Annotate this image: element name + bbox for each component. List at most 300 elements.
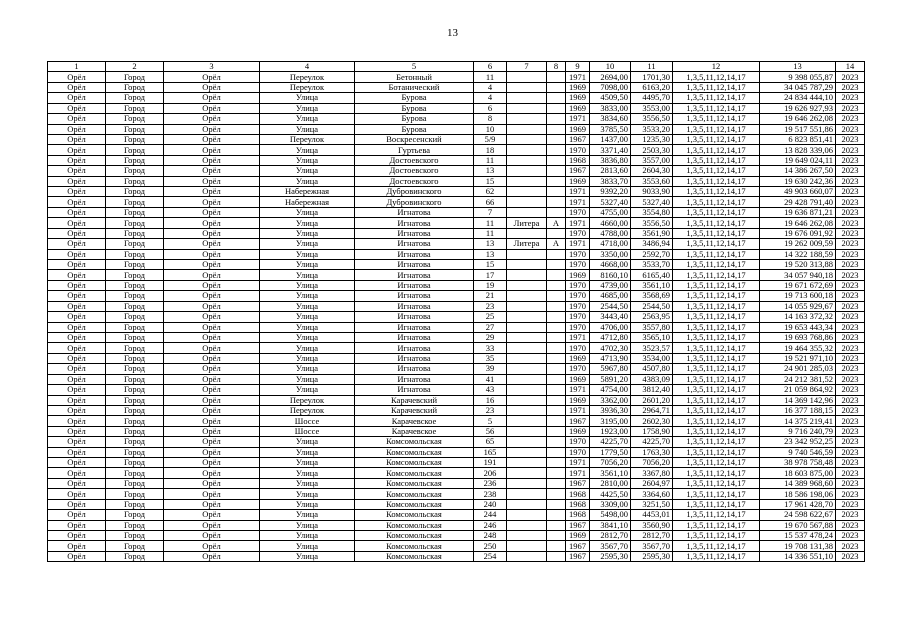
table-cell: 7098,00 — [590, 82, 631, 92]
table-cell: 1970 — [566, 312, 590, 322]
table-row — [48, 249, 865, 259]
table-row — [48, 260, 865, 270]
table-cell — [547, 541, 566, 551]
table-cell: Улица — [260, 124, 355, 134]
table-cell: Ботанический — [355, 82, 474, 92]
table-cell: 4 — [474, 82, 507, 92]
table-cell: Игнатова — [355, 312, 474, 322]
table-cell: Город — [106, 93, 164, 103]
table-cell — [507, 103, 547, 113]
table-cell: 6 — [474, 103, 507, 113]
table-cell: 1,3,5,11,12,14,17 — [673, 312, 760, 322]
table-cell: 3553,60 — [631, 176, 673, 186]
table-cell: 3561,10 — [590, 468, 631, 478]
table-cell: Город — [106, 82, 164, 92]
table-cell: 191 — [474, 458, 507, 468]
table-cell: 19 — [474, 280, 507, 290]
table-cell: 2023 — [836, 499, 865, 509]
table-cell — [507, 301, 547, 311]
table-cell: 2595,30 — [631, 551, 673, 561]
table-row — [48, 541, 865, 551]
table-cell: Орёл — [164, 510, 260, 520]
table-cell — [507, 416, 547, 426]
table-cell — [547, 145, 566, 155]
table-cell: Орёл — [48, 332, 106, 342]
table-cell: Бурова — [355, 93, 474, 103]
table-cell: 4453,01 — [631, 510, 673, 520]
table-cell: 3556,50 — [631, 114, 673, 124]
table-cell — [507, 280, 547, 290]
table-cell: Улица — [260, 322, 355, 332]
table-cell: 1969 — [566, 374, 590, 384]
table-cell: Достоевского — [355, 155, 474, 165]
table-cell: 1967 — [566, 551, 590, 561]
table-cell: Литера — [507, 218, 547, 228]
table-cell: 1,3,5,11,12,14,17 — [673, 291, 760, 301]
table-cell: 18 — [474, 145, 507, 155]
table-cell: Орёл — [164, 280, 260, 290]
table-cell: 1,3,5,11,12,14,17 — [673, 72, 760, 82]
table-cell: 1763,30 — [631, 447, 673, 457]
table-cell: 1,3,5,11,12,14,17 — [673, 155, 760, 165]
table-cell: Орёл — [164, 228, 260, 238]
table-cell: 19 464 355,32 — [760, 343, 836, 353]
table-cell: Орёл — [48, 426, 106, 436]
table-cell: 14 336 551,10 — [760, 551, 836, 561]
table-cell: 206 — [474, 468, 507, 478]
table-cell: Орёл — [48, 155, 106, 165]
table-cell — [547, 343, 566, 353]
table-cell: 2023 — [836, 280, 865, 290]
table-cell: 3554,80 — [631, 207, 673, 217]
table-cell: 19 646 262,08 — [760, 218, 836, 228]
table-cell — [507, 530, 547, 540]
table-cell: Улица — [260, 332, 355, 342]
table-cell: 1969 — [566, 103, 590, 113]
table-row — [48, 374, 865, 384]
table-cell: 4668,00 — [590, 260, 631, 270]
table-cell: 1971 — [566, 458, 590, 468]
table-cell: Город — [106, 145, 164, 155]
table-cell: Достоевского — [355, 166, 474, 176]
table-cell: Литера — [507, 239, 547, 249]
table-cell: Орёл — [164, 405, 260, 415]
table-cell: 3561,10 — [631, 280, 673, 290]
table-cell: Орёл — [48, 374, 106, 384]
table-cell: Гуртьева — [355, 145, 474, 155]
table-cell: 1970 — [566, 437, 590, 447]
table-cell: Улица — [260, 176, 355, 186]
table-cell: Игнатова — [355, 218, 474, 228]
table-cell: Орёл — [48, 82, 106, 92]
table-row — [48, 322, 865, 332]
table-cell: Комсомольская — [355, 478, 474, 488]
table-row — [48, 155, 865, 165]
table-cell: Орёл — [48, 124, 106, 134]
table-row — [48, 343, 865, 353]
column-header: 7 — [507, 62, 547, 72]
table-cell: 3565,10 — [631, 332, 673, 342]
table-cell: 1968 — [566, 489, 590, 499]
table-cell: Орёл — [164, 520, 260, 530]
table-cell: 7 — [474, 207, 507, 217]
table-cell: 5891,20 — [590, 374, 631, 384]
table-cell — [547, 176, 566, 186]
table-cell: Улица — [260, 155, 355, 165]
table-cell: Орёл — [48, 551, 106, 561]
table-cell: 1,3,5,11,12,14,17 — [673, 218, 760, 228]
table-cell: Город — [106, 207, 164, 217]
table-cell: Переулок — [260, 82, 355, 92]
table-row — [48, 416, 865, 426]
table-cell: Бурова — [355, 114, 474, 124]
table-cell: 1,3,5,11,12,14,17 — [673, 447, 760, 457]
column-header: 9 — [566, 62, 590, 72]
table-cell: 2023 — [836, 301, 865, 311]
table-cell: 1971 — [566, 72, 590, 82]
table-row — [48, 280, 865, 290]
table-cell: 4660,00 — [590, 218, 631, 228]
table-cell: 3309,00 — [590, 499, 631, 509]
table-cell: 4225,70 — [590, 437, 631, 447]
table-cell — [507, 166, 547, 176]
table-cell: Орёл — [164, 551, 260, 561]
table-cell: Улица — [260, 260, 355, 270]
table-cell: Орёл — [48, 364, 106, 374]
table-cell: Город — [106, 374, 164, 384]
table-cell: 4225,70 — [631, 437, 673, 447]
column-header: 14 — [836, 62, 865, 72]
table-cell: 1,3,5,11,12,14,17 — [673, 124, 760, 134]
table-cell — [547, 301, 566, 311]
table-cell: 4 — [474, 93, 507, 103]
table-cell: Улица — [260, 301, 355, 311]
table-cell — [547, 458, 566, 468]
table-cell: 13 — [474, 239, 507, 249]
column-header: 13 — [760, 62, 836, 72]
table-cell: 3553,00 — [631, 103, 673, 113]
table-cell: 1970 — [566, 260, 590, 270]
table-cell: 11 — [474, 218, 507, 228]
table-row — [48, 103, 865, 113]
table-cell: 2023 — [836, 155, 865, 165]
table-cell: Карачевское — [355, 426, 474, 436]
table-cell: Орёл — [48, 510, 106, 520]
table-row — [48, 551, 865, 561]
table-cell: Игнатова — [355, 385, 474, 395]
table-cell: Орёл — [48, 166, 106, 176]
table-cell — [507, 197, 547, 207]
table-cell: 3567,70 — [590, 541, 631, 551]
table-cell — [507, 395, 547, 405]
table-cell: 1,3,5,11,12,14,17 — [673, 416, 760, 426]
table-cell: Улица — [260, 478, 355, 488]
table-cell: 2023 — [836, 270, 865, 280]
table-cell — [507, 458, 547, 468]
table-cell: 1,3,5,11,12,14,17 — [673, 207, 760, 217]
table-cell: Город — [106, 395, 164, 405]
table-cell — [507, 134, 547, 144]
table-cell: Комсомольская — [355, 489, 474, 499]
table-cell: 1,3,5,11,12,14,17 — [673, 197, 760, 207]
table-cell: 1,3,5,11,12,14,17 — [673, 270, 760, 280]
table-cell: 29 428 791,40 — [760, 197, 836, 207]
table-cell: 1,3,5,11,12,14,17 — [673, 93, 760, 103]
table-cell: 2023 — [836, 72, 865, 82]
table-cell: 238 — [474, 489, 507, 499]
table-cell: 1969 — [566, 353, 590, 363]
table-cell: Орёл — [48, 72, 106, 82]
table-cell: 1970 — [566, 364, 590, 374]
table-cell: 2023 — [836, 416, 865, 426]
table-cell: 56 — [474, 426, 507, 436]
table-cell: 2023 — [836, 374, 865, 384]
table-cell: 1,3,5,11,12,14,17 — [673, 385, 760, 395]
table-cell: Улица — [260, 541, 355, 551]
table-cell: 1,3,5,11,12,14,17 — [673, 166, 760, 176]
table-cell: 1969 — [566, 395, 590, 405]
table-cell: Игнатова — [355, 260, 474, 270]
table-cell: 9033,90 — [631, 187, 673, 197]
column-header: 1 — [48, 62, 106, 72]
table-cell: Переулок — [260, 72, 355, 82]
table-cell — [547, 82, 566, 92]
table-cell: Город — [106, 270, 164, 280]
table-cell — [547, 489, 566, 499]
table-cell: Город — [106, 312, 164, 322]
table-cell: 1967 — [566, 478, 590, 488]
table-cell: 1,3,5,11,12,14,17 — [673, 353, 760, 363]
table-cell: Орёл — [48, 228, 106, 238]
table-cell: Бурова — [355, 124, 474, 134]
table-cell: Орёл — [48, 458, 106, 468]
table-cell: 1969 — [566, 124, 590, 134]
table-cell: 1,3,5,11,12,14,17 — [673, 437, 760, 447]
table-cell: Комсомольская — [355, 468, 474, 478]
table-cell: 17 961 428,70 — [760, 499, 836, 509]
table-row — [48, 332, 865, 342]
table-cell: 4718,00 — [590, 239, 631, 249]
table-cell: 5967,80 — [590, 364, 631, 374]
table-cell: 3557,00 — [631, 155, 673, 165]
table-cell: Комсомольская — [355, 541, 474, 551]
table-cell — [507, 114, 547, 124]
table-cell: Орёл — [164, 541, 260, 551]
table-cell: 19 521 971,10 — [760, 353, 836, 363]
table-cell: 9392,20 — [590, 187, 631, 197]
table-cell: 1971 — [566, 385, 590, 395]
table-cell: 6163,20 — [631, 82, 673, 92]
table-cell: 2503,30 — [631, 145, 673, 155]
table-cell: Орёл — [164, 239, 260, 249]
table-cell: Орёл — [48, 93, 106, 103]
table-cell — [507, 176, 547, 186]
table-row — [48, 510, 865, 520]
table-cell: А — [547, 218, 566, 228]
table-cell: 1,3,5,11,12,14,17 — [673, 530, 760, 540]
table-cell — [547, 468, 566, 478]
table-cell: 62 — [474, 187, 507, 197]
table-cell: 2023 — [836, 228, 865, 238]
table-cell: 38 978 758,48 — [760, 458, 836, 468]
table-cell: 4702,30 — [590, 343, 631, 353]
table-cell: Игнатова — [355, 301, 474, 311]
table-cell: Комсомольская — [355, 530, 474, 540]
table-cell: Орёл — [164, 312, 260, 322]
table-cell: 2023 — [836, 426, 865, 436]
table-cell: Орёл — [164, 489, 260, 499]
table-cell: Комсомольская — [355, 458, 474, 468]
table-cell: 23 — [474, 405, 507, 415]
table-cell: Улица — [260, 103, 355, 113]
table-cell: 15 — [474, 176, 507, 186]
table-cell: 4685,00 — [590, 291, 631, 301]
table-cell: 1,3,5,11,12,14,17 — [673, 134, 760, 144]
table-cell: Орёл — [164, 530, 260, 540]
table-cell: Улица — [260, 458, 355, 468]
table-cell — [507, 551, 547, 561]
table-cell: 2544,50 — [631, 301, 673, 311]
table-cell: 23 — [474, 301, 507, 311]
table-row — [48, 218, 865, 228]
table-cell: Орёл — [48, 416, 106, 426]
table-cell: 3371,40 — [590, 145, 631, 155]
table-cell — [547, 374, 566, 384]
table-cell: 1,3,5,11,12,14,17 — [673, 499, 760, 509]
table-cell: 21 — [474, 291, 507, 301]
table-cell: 1,3,5,11,12,14,17 — [673, 489, 760, 499]
table-cell: 1,3,5,11,12,14,17 — [673, 114, 760, 124]
table-cell: 14 163 372,32 — [760, 312, 836, 322]
table-cell: 6 823 851,41 — [760, 134, 836, 144]
table-cell: 3523,57 — [631, 343, 673, 353]
table-cell: 23 342 952,25 — [760, 437, 836, 447]
table-cell: Улица — [260, 249, 355, 259]
table-cell — [547, 134, 566, 144]
table-cell — [507, 405, 547, 415]
table-cell: Улица — [260, 218, 355, 228]
table-cell — [507, 124, 547, 134]
table-cell — [507, 93, 547, 103]
table-cell: Город — [106, 114, 164, 124]
table-cell — [507, 489, 547, 499]
table-cell: 2023 — [836, 312, 865, 322]
table-cell: 3251,50 — [631, 499, 673, 509]
table-row — [48, 176, 865, 186]
table-cell: Орёл — [164, 437, 260, 447]
table-cell: 4425,50 — [590, 489, 631, 499]
table-cell: Набережная — [260, 187, 355, 197]
table-cell: Город — [106, 332, 164, 342]
table-cell: 16 — [474, 395, 507, 405]
table-cell — [547, 510, 566, 520]
table-cell: Улица — [260, 239, 355, 249]
table-cell: Орёл — [164, 374, 260, 384]
table-cell: 18 603 875,00 — [760, 468, 836, 478]
table-cell — [547, 312, 566, 322]
table-cell: Город — [106, 520, 164, 530]
table-cell: 4713,90 — [590, 353, 631, 363]
table-cell: 2023 — [836, 103, 865, 113]
table-cell: 2023 — [836, 124, 865, 134]
table-cell: 4739,00 — [590, 280, 631, 290]
table-cell: Улица — [260, 364, 355, 374]
table-cell: Улица — [260, 520, 355, 530]
table-cell: Игнатова — [355, 249, 474, 259]
table-row — [48, 207, 865, 217]
table-cell: 65 — [474, 437, 507, 447]
table-cell: 2694,00 — [590, 72, 631, 82]
table-cell: 14 389 968,60 — [760, 478, 836, 488]
table-cell: Игнатова — [355, 353, 474, 363]
table-cell: 2023 — [836, 385, 865, 395]
table-cell: 236 — [474, 478, 507, 488]
table-row — [48, 499, 865, 509]
table-cell: 2023 — [836, 239, 865, 249]
table-cell: 1967 — [566, 166, 590, 176]
table-cell: Город — [106, 499, 164, 509]
table-cell: Орёл — [164, 385, 260, 395]
table-cell: 5 — [474, 416, 507, 426]
table-cell: Карачевский — [355, 395, 474, 405]
table-cell: Орёл — [164, 124, 260, 134]
table-cell: 2023 — [836, 93, 865, 103]
table-cell: Улица — [260, 291, 355, 301]
table-cell: 1437,00 — [590, 134, 631, 144]
table-cell: 1969 — [566, 176, 590, 186]
table-cell: 1967 — [566, 541, 590, 551]
table-cell: Улица — [260, 343, 355, 353]
table-cell — [547, 260, 566, 270]
table-cell: Орёл — [164, 103, 260, 113]
table-row — [48, 270, 865, 280]
table-cell: Улица — [260, 270, 355, 280]
table-cell: Орёл — [164, 291, 260, 301]
table-cell — [507, 426, 547, 436]
table-row — [48, 447, 865, 457]
table-cell — [547, 228, 566, 238]
table-cell: 3841,10 — [590, 520, 631, 530]
table-cell: Достоевского — [355, 176, 474, 186]
table-cell: Орёл — [48, 301, 106, 311]
table-cell: 9 716 240,79 — [760, 426, 836, 436]
table-cell: 2563,95 — [631, 312, 673, 322]
table-row — [48, 197, 865, 207]
table-cell: Игнатова — [355, 332, 474, 342]
table-cell: 29 — [474, 332, 507, 342]
table-cell: Дубровинского — [355, 197, 474, 207]
table-cell — [507, 249, 547, 259]
table-cell: Орёл — [48, 353, 106, 363]
table-cell: 5498,00 — [590, 510, 631, 520]
table-cell: Орёл — [48, 176, 106, 186]
table-cell — [547, 426, 566, 436]
table-cell — [507, 437, 547, 447]
table-cell: 3195,00 — [590, 416, 631, 426]
table-cell: Орёл — [48, 468, 106, 478]
table-cell — [547, 395, 566, 405]
table-cell — [507, 312, 547, 322]
table-cell — [547, 280, 566, 290]
table-row — [48, 437, 865, 447]
column-header: 11 — [631, 62, 673, 72]
table-cell: 3367,80 — [631, 468, 673, 478]
table-cell: Улица — [260, 166, 355, 176]
table-cell: 2810,00 — [590, 478, 631, 488]
table-cell — [547, 72, 566, 82]
table-cell: 35 — [474, 353, 507, 363]
table-cell: Карачевское — [355, 416, 474, 426]
